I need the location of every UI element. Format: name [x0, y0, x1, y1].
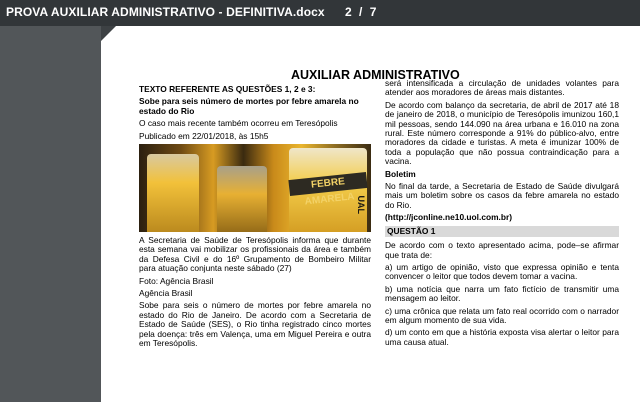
vial-left [147, 154, 199, 232]
answer-option-d: d) um conto em que a história exposta visa alertar o leitor para uma causa atual. [385, 327, 619, 347]
answer-option-b: b) uma notícia que narra um fato fictício de transmitir uma mensagem ao leitor. [385, 283, 619, 304]
paragraph: Sobe para seis o número de mortes por febre amarela no estado do Rio de Janeiro. De acordo com a Secretaria de Estado de Saúde (SES), o Rio tinha registrado cinco mortes pela doença: três em Valença, uma em Miguel Pereira e outra em Teresópolis. [139, 300, 371, 349]
page-corner-fold [101, 26, 116, 41]
viewer-toolbar [0, 0, 640, 26]
answer-option-a: a) um artigo de opinião, visto que expressa opinião e tenta convencer o leitor que todos devem tomar a vacina. [385, 261, 619, 282]
vial-middle [217, 166, 267, 232]
photo-credit: Foto: Agência Brasil [139, 275, 214, 286]
article-title: Sobe para seis número de mortes por febre amarela no estado do Rio [139, 96, 359, 116]
vaccine-vials-photo [139, 144, 371, 232]
page-counter[interactable] [345, 5, 376, 19]
paragraph: A Secretaria de Saúde de Teresópolis informa que durante esta semana vai mobilizar os profissionais da área e também da Defesa Civil e do 16º Grupamento de Bombeiro Militar para atuação conjunta neste sábado (27) [139, 235, 371, 274]
document-page [101, 26, 640, 402]
page-separator: / [359, 5, 363, 19]
vial-label: FEBRE AMARELA [288, 172, 367, 196]
article-subtitle: O caso mais recente também ocorreu em Teresópolis [139, 118, 338, 129]
section-title: TEXTO REFERENTE AS QUESTÕES 1, 2 e 3: [139, 84, 316, 94]
document-title: PROVA AUXILIAR ADMINISTRATIVO - DEFINITIVA.docx [6, 5, 325, 19]
right-column [385, 79, 619, 350]
vial-side-label: UAL [355, 195, 366, 214]
source-link[interactable]: (http://jconline.ne10.uol.com.br) [385, 212, 513, 223]
total-pages: 7 [369, 5, 377, 19]
current-page-number[interactable]: 2 [345, 5, 352, 19]
bulletin-title: Boletim [385, 168, 416, 179]
question-1-header: QUESTÃO 1 [385, 226, 619, 237]
answer-option-c: c) uma crônica que relata um fato real ocorrido com o narrador em algum momento de sua vida. [385, 305, 619, 325]
agency-name: Agência Brasil [139, 288, 193, 299]
paragraph: será intensificada a circulação de unidades volantes para atender aos moradores de áreas mais distantes. [385, 78, 619, 98]
left-column [139, 85, 371, 352]
paragraph: De acordo com balanço da secretaria, de abril de 2017 até 18 de janeiro de 2018, o município de Teresópolis imunizou 160,1 mil pessoas, sendo 144.090 na área urbana e 16.010 na zona rural. Este número corresponde a 91% do público-alvo, entre moradores da cidade e turistas. A meta é imunizar 100% de toda a população que não possua contraindicação para a vacina. [385, 99, 619, 167]
document-heading: AUXILIAR ADMINISTRATIVO [291, 68, 460, 82]
paragraph: No final da tarde, a Secretaria de Estado de Saúde divulgará mais um boletim sobre os casos da febre amarela no estado do Rio. [385, 181, 619, 210]
question-text: De acordo com o texto apresentado acima, pode–se afirmar que trata de: [385, 240, 619, 260]
published-date: Publicado em 22/01/2018, às 15h5 [139, 130, 269, 141]
